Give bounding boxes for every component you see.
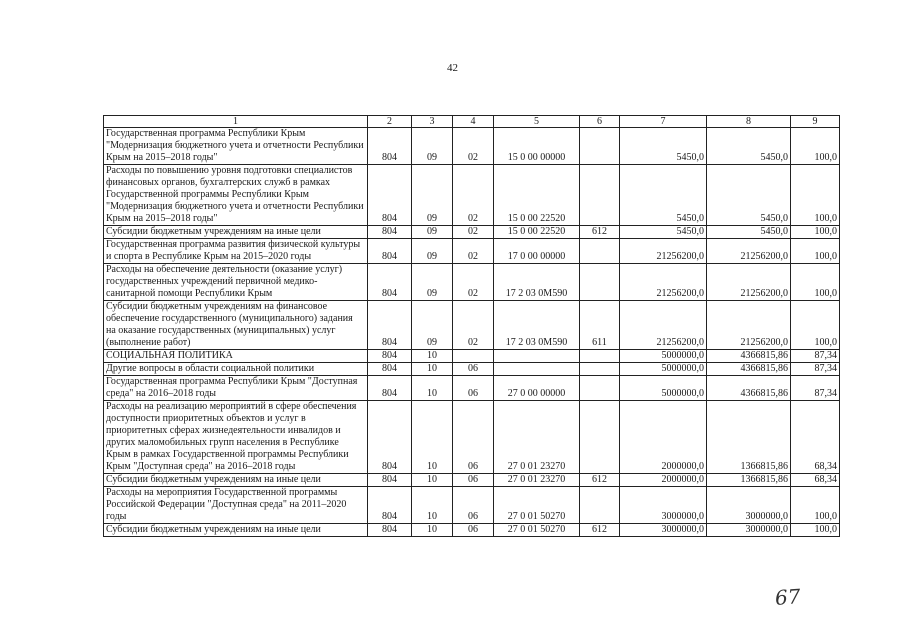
row-percent: 87,34 [791,376,840,401]
row-code-target: 15 0 00 22520 [494,226,580,239]
row-code-expense-type [580,401,620,474]
row-code-expense-type [580,239,620,264]
row-code-expense-type [580,128,620,165]
table-row [104,226,840,239]
row-code-subsection: 02 [453,239,494,264]
row-code-section: 10 [412,487,453,524]
row-percent: 100,0 [791,165,840,226]
row-actual-amount: 4366815,86 [707,363,791,376]
table-row [104,264,840,301]
row-code-gov: 804 [368,401,412,474]
row-actual-amount: 1366815,86 [707,474,791,487]
row-code-section: 10 [412,524,453,537]
row-code-subsection: 02 [453,128,494,165]
table-row [104,474,840,487]
row-actual-amount: 21256200,0 [707,239,791,264]
row-code-section: 09 [412,165,453,226]
row-code-expense-type [580,350,620,363]
row-code-target [494,350,580,363]
row-code-expense-type [580,487,620,524]
row-code-gov: 804 [368,474,412,487]
budget-table [103,115,840,537]
row-planned-amount: 3000000,0 [620,487,707,524]
row-planned-amount: 21256200,0 [620,264,707,301]
row-name: Расходы по повышению уровня подготовки специалистов финансовых органов, бухгалтерских служб в рамках Государственной программы Республики Крым "Модернизация бюджетного учета и отчетности Республики Крым на 2015–2018 годы" [104,165,368,226]
row-actual-amount: 21256200,0 [707,264,791,301]
row-percent: 100,0 [791,487,840,524]
row-percent: 100,0 [791,524,840,537]
row-code-expense-type: 612 [580,226,620,239]
row-code-expense-type [580,264,620,301]
row-percent: 68,34 [791,474,840,487]
row-code-expense-type [580,363,620,376]
row-code-section: 10 [412,474,453,487]
row-code-gov: 804 [368,524,412,537]
row-planned-amount: 21256200,0 [620,301,707,350]
row-code-target [494,363,580,376]
row-code-gov: 804 [368,487,412,524]
row-actual-amount: 5450,0 [707,226,791,239]
row-name: Государственная программа развития физической культуры и спорта в Республике Крым на 2015–2020 годы [104,239,368,264]
row-actual-amount: 5450,0 [707,128,791,165]
row-code-subsection: 02 [453,264,494,301]
row-code-target: 27 0 00 00000 [494,376,580,401]
row-code-section: 09 [412,128,453,165]
row-planned-amount: 5000000,0 [620,350,707,363]
column-header: 6 [580,116,620,128]
row-percent: 100,0 [791,264,840,301]
row-code-subsection [453,350,494,363]
column-header: 5 [494,116,580,128]
row-code-target: 15 0 00 22520 [494,165,580,226]
row-code-target: 27 0 01 50270 [494,524,580,537]
row-code-target: 27 0 01 23270 [494,401,580,474]
row-percent: 100,0 [791,226,840,239]
row-code-section: 10 [412,376,453,401]
row-code-target: 17 2 03 0М590 [494,301,580,350]
handwritten-page-number: 67 [774,584,802,610]
row-actual-amount: 4366815,86 [707,376,791,401]
row-actual-amount: 4366815,86 [707,350,791,363]
row-code-target: 17 0 00 00000 [494,239,580,264]
row-name: Другие вопросы в области социальной политики [104,363,368,376]
table-row [104,165,840,226]
table-row [104,376,840,401]
row-percent: 68,34 [791,401,840,474]
table-row [104,401,840,474]
row-name: Субсидии бюджетным учреждениям на иные цели [104,524,368,537]
row-code-gov: 804 [368,165,412,226]
row-code-section: 10 [412,363,453,376]
row-percent: 100,0 [791,301,840,350]
row-name: Расходы на реализацию мероприятий в сфере обеспечения доступности приоритетных объектов и услуг в приоритетных сферах жизнедеятельности инвалидов и других маломобильных групп населения в Республике Крым в рамках Государственной программы Республики Крым "Доступная среда" на 2016–2018 годы [104,401,368,474]
table-row [104,524,840,537]
column-header: 1 [104,116,368,128]
table-row [104,301,840,350]
row-actual-amount: 3000000,0 [707,524,791,537]
column-header: 8 [707,116,791,128]
row-code-section: 09 [412,226,453,239]
row-code-target: 27 0 01 50270 [494,487,580,524]
row-percent: 87,34 [791,350,840,363]
row-code-gov: 804 [368,363,412,376]
row-planned-amount: 5450,0 [620,226,707,239]
table-row [104,239,840,264]
row-planned-amount: 5450,0 [620,128,707,165]
row-code-gov: 804 [368,239,412,264]
row-percent: 87,34 [791,363,840,376]
row-actual-amount: 21256200,0 [707,301,791,350]
table-row [104,363,840,376]
page-number: 42 [447,62,458,74]
table-header-row [104,116,840,128]
column-header: 2 [368,116,412,128]
row-code-subsection: 06 [453,401,494,474]
row-code-gov: 804 [368,376,412,401]
table-row [104,128,840,165]
row-planned-amount: 2000000,0 [620,474,707,487]
row-code-expense-type [580,165,620,226]
row-code-gov: 804 [368,350,412,363]
row-code-subsection: 06 [453,376,494,401]
column-header: 4 [453,116,494,128]
row-code-subsection: 06 [453,524,494,537]
row-code-target: 15 0 00 00000 [494,128,580,165]
row-name: Государственная программа Республики Крым "Модернизация бюджетного учета и отчетности Республики Крым на 2015–2018 годы" [104,128,368,165]
row-code-section: 10 [412,401,453,474]
row-percent: 100,0 [791,239,840,264]
row-name: Субсидии бюджетным учреждениям на финансовое обеспечение государственного (муниципального) задания на оказание государственных (муниципальных) услуг (выполнение работ) [104,301,368,350]
row-code-target: 17 2 03 0М590 [494,264,580,301]
row-percent: 100,0 [791,128,840,165]
row-actual-amount: 1366815,86 [707,401,791,474]
row-code-section: 09 [412,239,453,264]
column-header: 3 [412,116,453,128]
row-code-subsection: 06 [453,363,494,376]
row-code-section: 09 [412,301,453,350]
row-actual-amount: 5450,0 [707,165,791,226]
row-name: Государственная программа Республики Крым "Доступная среда" на 2016–2018 годы [104,376,368,401]
row-code-subsection: 06 [453,487,494,524]
row-code-expense-type: 612 [580,524,620,537]
row-code-subsection: 02 [453,301,494,350]
row-name: Расходы на мероприятия Государственной программы Российской Федерации "Доступная среда" на 2011–2020 годы [104,487,368,524]
row-name: СОЦИАЛЬНАЯ ПОЛИТИКА [104,350,368,363]
row-name: Расходы на обеспечение деятельности (оказание услуг) государственных учреждений первичной медико-санитарной помощи Республики Крым [104,264,368,301]
row-name: Субсидии бюджетным учреждениям на иные цели [104,226,368,239]
row-actual-amount: 3000000,0 [707,487,791,524]
table-row [104,350,840,363]
row-planned-amount: 5000000,0 [620,376,707,401]
row-code-gov: 804 [368,264,412,301]
row-code-gov: 804 [368,226,412,239]
row-code-subsection: 06 [453,474,494,487]
row-planned-amount: 5450,0 [620,165,707,226]
row-code-gov: 804 [368,128,412,165]
row-code-subsection: 02 [453,165,494,226]
row-planned-amount: 5000000,0 [620,363,707,376]
row-code-subsection: 02 [453,226,494,239]
row-code-expense-type [580,376,620,401]
row-code-gov: 804 [368,301,412,350]
column-header: 7 [620,116,707,128]
row-planned-amount: 2000000,0 [620,401,707,474]
row-code-expense-type: 612 [580,474,620,487]
row-planned-amount: 21256200,0 [620,239,707,264]
column-header: 9 [791,116,840,128]
row-code-expense-type: 611 [580,301,620,350]
row-name: Субсидии бюджетным учреждениям на иные цели [104,474,368,487]
table-row [104,487,840,524]
row-code-section: 10 [412,350,453,363]
row-code-target: 27 0 01 23270 [494,474,580,487]
row-code-section: 09 [412,264,453,301]
row-planned-amount: 3000000,0 [620,524,707,537]
